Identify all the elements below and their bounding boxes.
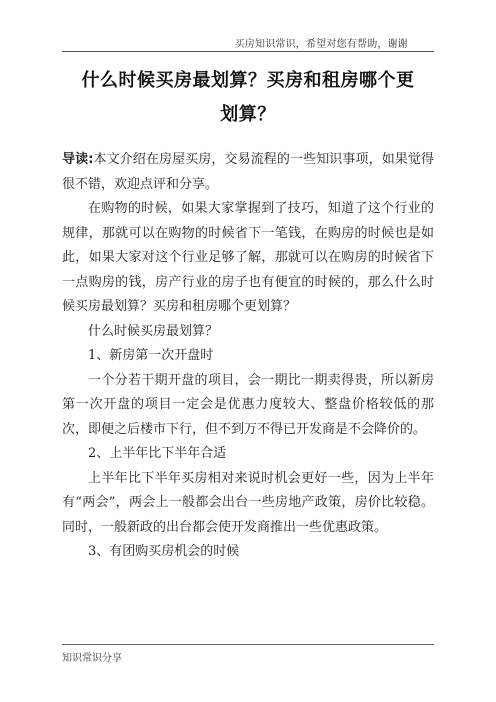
section-subheading: 3、有团购买房机会的时候 <box>88 544 240 559</box>
page-header: 买房知识常识，希望对您有帮助，谢谢 <box>234 39 408 50</box>
title-line-2: 划算？ <box>220 104 276 125</box>
section-subheading: 1、新房第一次开盘时 <box>88 348 214 363</box>
document-body <box>62 148 434 565</box>
body-paragraph: 一个分若干期开盘的项目，会一期比一期卖得贵，所以新房第一次开盘的项目一定会是优惠力度较大、整盘价格较低的那次，即便之后楼市下行，但不到万不得已开发商是不会降价的。 <box>62 372 434 437</box>
header-divider <box>62 51 434 52</box>
intro-paragraph <box>62 148 434 197</box>
intro-text: 本文介绍在房屋买房，交易流程的一些知识事项，如果觉得很不错，欢迎点评和分享。 <box>62 152 434 192</box>
section-subheading: 2、上半年比下半年合适 <box>88 446 227 461</box>
page-footer: 知识常识分享 <box>62 653 122 664</box>
document-title <box>62 64 434 132</box>
body-paragraph: 在购物的时候，如果大家掌握到了技巧，知道了这个行业的规律，那就可以在购物的时候省下一笔钱，在购房的时候也是如此，如果大家对这个行业足够了解，那就可以在购房的时候省下一点购房的钱，房产行业的房子也有便宜的时候的，那么什么时候买房最划算？买房和租房哪个更划算？ <box>62 201 434 314</box>
title-line-1: 什么时候买房最划算？买房和租房哪个更 <box>81 70 415 91</box>
section-heading: 什么时候买房最划算？ <box>88 323 219 339</box>
body-paragraph: 上半年比下半年买房相对来说时机会更好一些，因为上半年有“两会”，两会上一般都会出台一些房地产政策，房价比较稳。同时，一般新政的出台都会使开发商推出一些优惠政策。 <box>62 470 434 535</box>
footer-divider <box>62 644 434 645</box>
intro-label: 导读: <box>62 152 94 167</box>
